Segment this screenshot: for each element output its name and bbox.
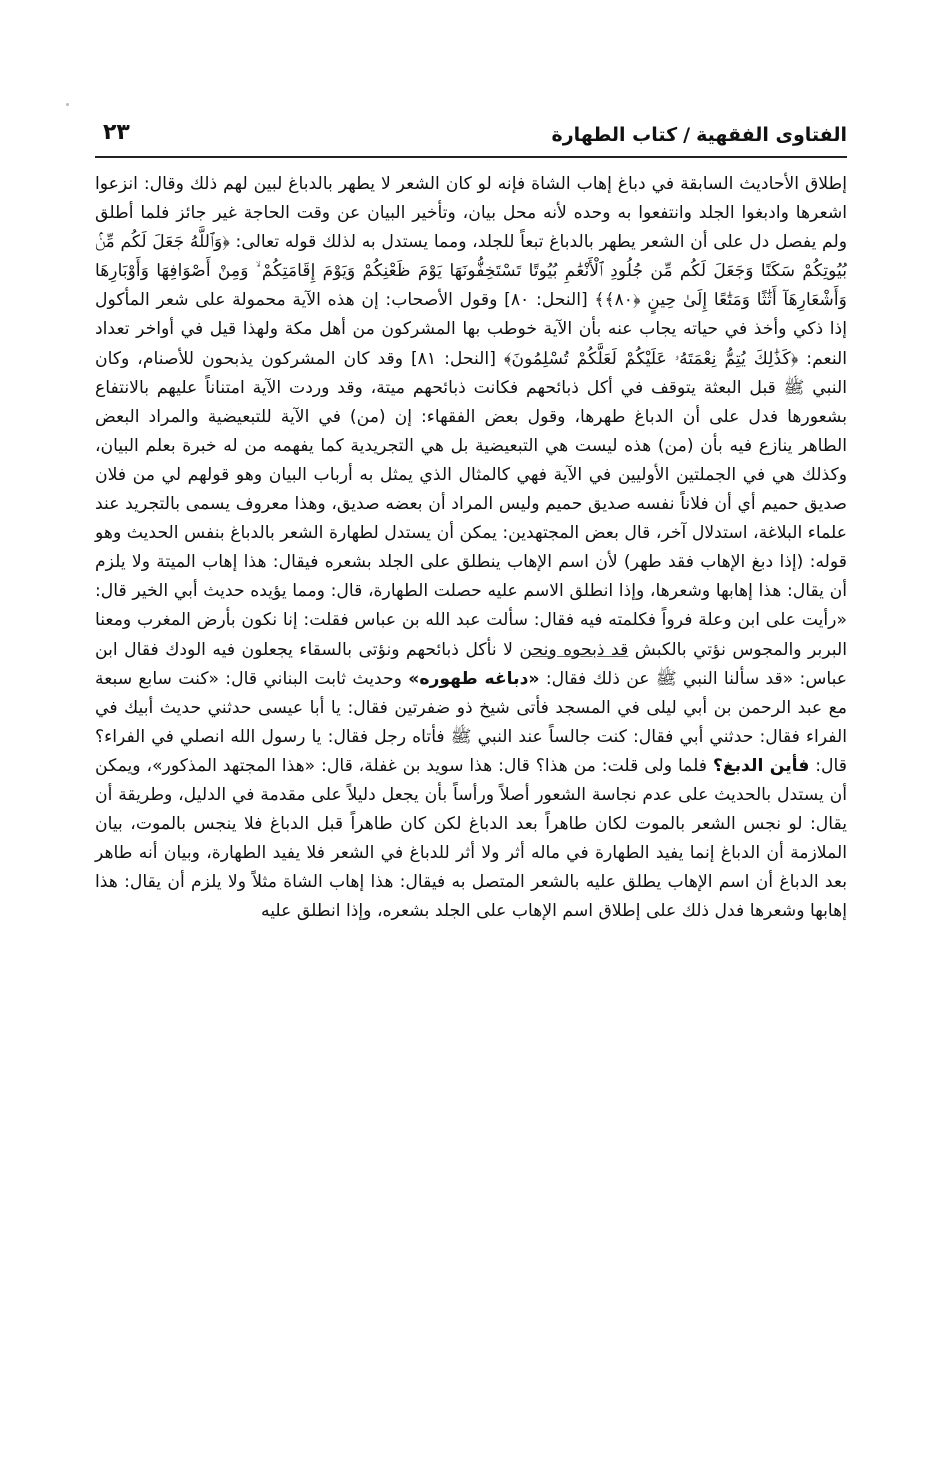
- quran-verse-nahl-81: ﴿كَذَٰلِكَ يُتِمُّ نِعْمَتَهُۥ عَلَيْكُمْ لَعَلَّكُمْ تُسْلِمُونَ﴾: [503, 348, 799, 369]
- underlined-text: قد ذبحوه ونحن: [519, 639, 629, 660]
- book-title: الفتاوى الفقهية: [696, 124, 847, 146]
- text-run: وحديث ثابت البناني قال: «كنت سابع سبعة مع عبد الرحمن بن أبي ليلى في المسجد فأتى شيخ ذو ضفرتين فقال: يا أبا عيسى حدثني حديث أبيك في الفراء فقال: حدثني أبي فقال: كنت جالساً عند النبي ﷺ فأتاه رجل فقال: يا رسول الله انصلي في الفراء؟ قال:: [95, 668, 847, 776]
- text-run: إطلاق الأحاديث السابقة في دباغ إهاب الشاة فإنه لو كان الشعر لا يطهر بالدباغ لبين لهم ذلك وقال: انزعوا اشعرها وادبغوا الجلد وانتفعوا به وحده لأنه محل بيان، وتأخير البيان عن وقت الحاجة غير جائز فلما أطلق ولم يفصل دل على أن الشعر يطهر بالدباغ تبعاً للجلد، ومما يستدل به لذلك قوله تعالى:: [95, 174, 847, 253]
- running-title: [552, 124, 847, 146]
- text-run: فلما ولى قلت: من هذا؟ قال: هذا سويد بن غفلة، قال: «هذا المجتهد المذكور»، ويمكن أن يستدل بالحديث على عدم نجاسة الشعور أصلاً ورأساً بأن يجعل دليلاً على مقدمة في الدليل، وطريقة أن يقال: لو نجس الشعر بالموت لكان طاهراً بعد الدباغ لكن كان طاهراً قبل الدباغ فلا ينجس بالموت، بيان الملازمة أن الدباغ إنما يفيد الطهارة في ماله أثر ولا أثر للدباغ في الشعر فلا يفيد الطهارة، وبيان أنه طاهر بعد الدباغ أن اسم الإهاب يطلق عليه بالشعر المتصل به فيقال: هذا إهاب الشاة مثلاً ولا يلزم أن يقال: هذا إهابها وشعرها فدل ذلك على إطلاق اسم الإهاب على الجلد بشعره، وإذا انطلق عليه: [95, 755, 847, 922]
- header-rule: [95, 156, 847, 158]
- paragraph: [95, 170, 847, 926]
- body-text: [95, 170, 847, 926]
- page-number: ٢٣: [103, 120, 130, 145]
- bold-hadith-phrase: فأين الدبغ؟: [712, 755, 810, 776]
- text-run: [النحل: ٨١] وقد كان المشركون يذبحون للأصنام، وكان النبي ﷺ قبل البعثة يتوقف في أكل ذبائحهم فكانت ذبائحهم ميتة، وقد وردت الآية امتناناً عليهم بالانتفاع بشعورها فدل على أن الدباغ طهرها، وقول بعض الفقهاء: إن (من) في الآية للتبعيضية والمراد البعض الطاهر ينازع فيه بأن (من) هذه ليست هي التبعيضية بل هي التجريدية كما يفهمه من له خبرة بعلم البيان، وكذلك هي في الجملتين الأوليين في الآية فهي كالمثال الذي يمثل به أرباب البيان وهو قولهم لي من فلان صديق حميم أي أن فلاناً نفسه صديق حميم وليس المراد أن بعضه صديق، وهذا معروف يسمى بالتجريد عند علماء البلاغة، استدلال آخر، قال بعض المجتهدين: يمكن أن يستدل لطهارة الشعر بالدباغ بنفس الحديث وهو قوله: (إذا دبغ الإهاب فقد طهر) لأن اسم الإهاب ينطلق على الجلد بشعره فيقال: هذا إهاب الميتة ولا يلزم أن يقال: هذا إهابها وشعرها، وإذا انطلق الاسم عليه حصلت الطهارة، قال: ومما يؤيده حديث أبي الخير قال: «رأيت على ابن وعلة فرواً فكلمته فيه فقال: سألت عبد الله بن عباس فقلت: إنا نكون بأرض المغرب ومعنا البربر والمجوس نؤتي بالكبش: [95, 348, 847, 660]
- quran-verse-nahl-80: ﴿وَٱللَّهُ جَعَلَ لَكُم مِّنۢ بُيُوتِكُمْ سَكَنًا وَجَعَلَ لَكُم مِّن جُلُودِ ٱلْأَنْعَٰمِ بُيُوتًا تَسْتَخِفُّونَهَا يَوْمَ ظَعْنِكُمْ وَيَوْمَ إِقَامَتِكُمْ ۙ وَمِنْ أَصْوَافِهَا وَأَوْبَارِهَا وَأَشْعَارِهَآ أَثَٰثًا وَمَتَٰعًا إِلَىٰ حِينٍ ﴿٨٠﴾﴾: [95, 232, 847, 311]
- chapter-title: كتاب الطهارة: [551, 124, 678, 146]
- text-run: [النحل: ٨٠] وقول الأصحاب: إن هذه الآية محمولة على شعر المأكول إذا ذكي وأخذ في حياته يجاب عنه بأن الآية خوطب بها المشركون من أهل مكة ولهذا قيل في أواخر تعداد النعم:: [95, 290, 848, 369]
- running-header: [95, 118, 847, 154]
- margin-speck: [66, 103, 69, 106]
- bold-hadith-phrase: «دباغه طهوره»: [408, 668, 540, 689]
- title-separator: /: [683, 124, 691, 146]
- text-run: لا نأكل ذبائحهم ونؤتى بالسقاء يجعلون فيه الودك فقال ابن عباس: «قد سألنا النبي ﷺ عن ذلك فقال:: [95, 639, 848, 689]
